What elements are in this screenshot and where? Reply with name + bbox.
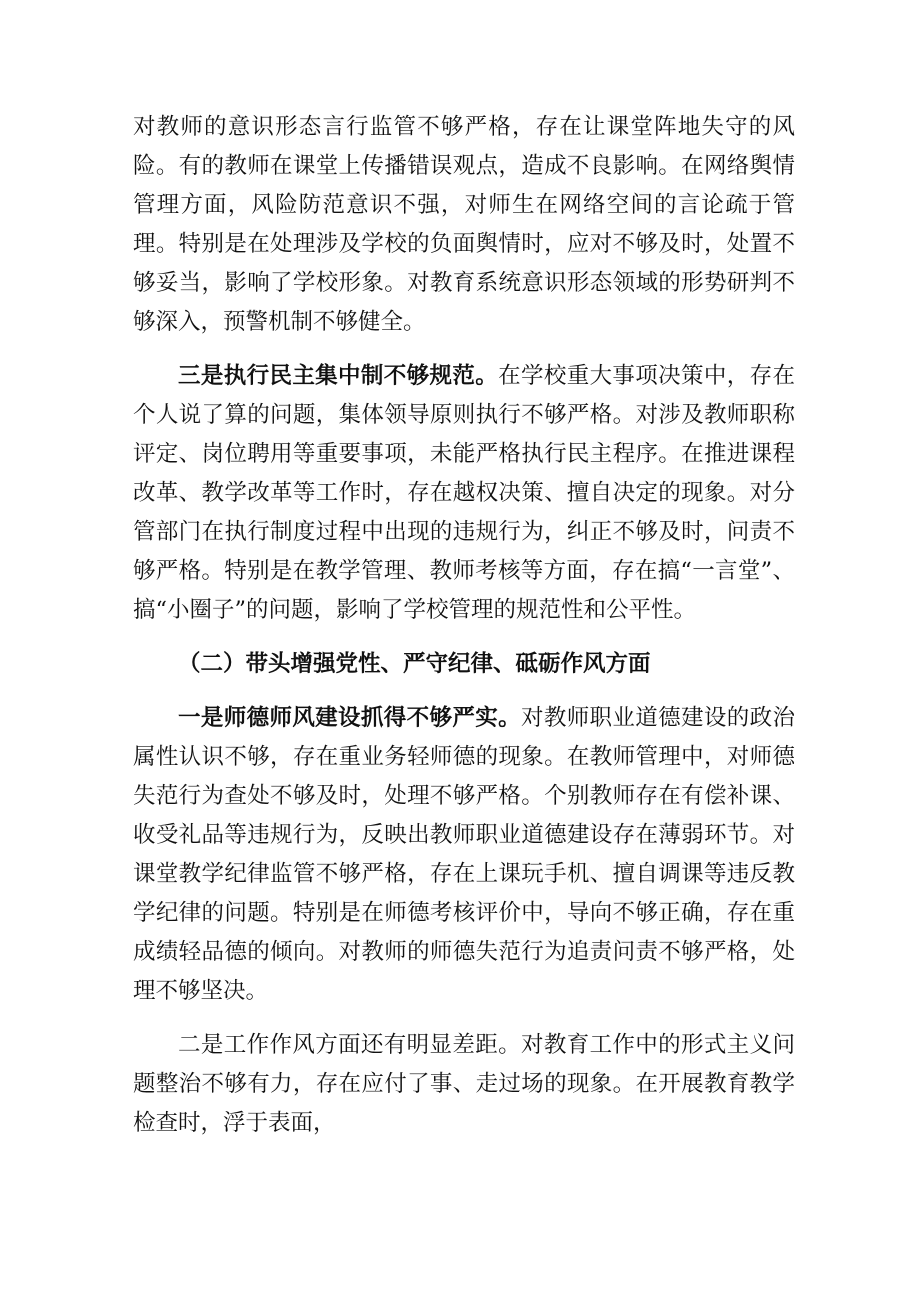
document-body (133, 108, 795, 1143)
paragraph-teacher-ethics (133, 699, 795, 1011)
paragraph-democratic-centralism (133, 357, 795, 630)
paragraph-gap (133, 684, 795, 699)
paragraph-gap (133, 342, 795, 357)
paragraph-ideology-continued: 对教师的意识形态言行监管不够严格，存在让课堂阵地失守的风险。有的教师在课堂上传播错误观点，造成不良影响。在网络舆情管理方面，风险防范意识不强，对师生在网络空间的言论疏于管理。特别是在处理涉及学校的负面舆情时，应对不够及时，处置不够妥当，影响了学校形象。对教育系统意识形态领域的形势研判不够深入，预警机制不够健全。 (133, 114, 795, 335)
paragraph-gap (133, 630, 795, 645)
paragraph-work-style: 二是工作作风方面还有明显差距。对教育工作中的形式主义问题整治不够有力，存在应付了事、走过场的现象。在开展教育教学检查时，浮于表面， (133, 1032, 795, 1136)
paragraph-gap (133, 1011, 795, 1026)
paragraph-text: 对教师职业道德建设的政治属性认识不够，存在重业务轻师德的现象。在教师管理中，对师德失范行为查处不够及时，处理不够严格。个别教师存在有偿补课、收受礼品等违规行为，反映出教师职业道德建设存在薄弱环节。对课堂教学纪律监管不够严格，存在上课玩手机、擅自调课等违反教学纪律的问题。特别是在师德考核评价中，导向不够正确，存在重成绩轻品德的倾向。对教师的师德失范行为追责问责不够严格，处理不够坚决。 (133, 705, 795, 1004)
paragraph-lead-title: 三是执行民主集中制不够规范。 (178, 363, 499, 389)
section-heading: （二）带头增强党性、严守纪律、砥砺作风方面 (178, 651, 651, 677)
paragraph-text: 在学校重大事项决策中，存在个人说了算的问题，集体领导原则执行不够严格。对涉及教师职称评定、岗位聘用等重要事项，未能严格执行民主程序。在推进课程改革、教学改革等工作时，存在越权决策、擅自决定的现象。对分管部门在执行制度过程中出现的违规行为，纠正不够及时，问责不够严格。特别是在教学管理、教师考核等方面，存在搞“一言堂”、搞“小圈子”的问题，影响了学校管理的规范性和公平性。 (133, 363, 795, 623)
paragraph-lead-title: 一是师德师风建设抓得不够严实。 (178, 705, 521, 731)
